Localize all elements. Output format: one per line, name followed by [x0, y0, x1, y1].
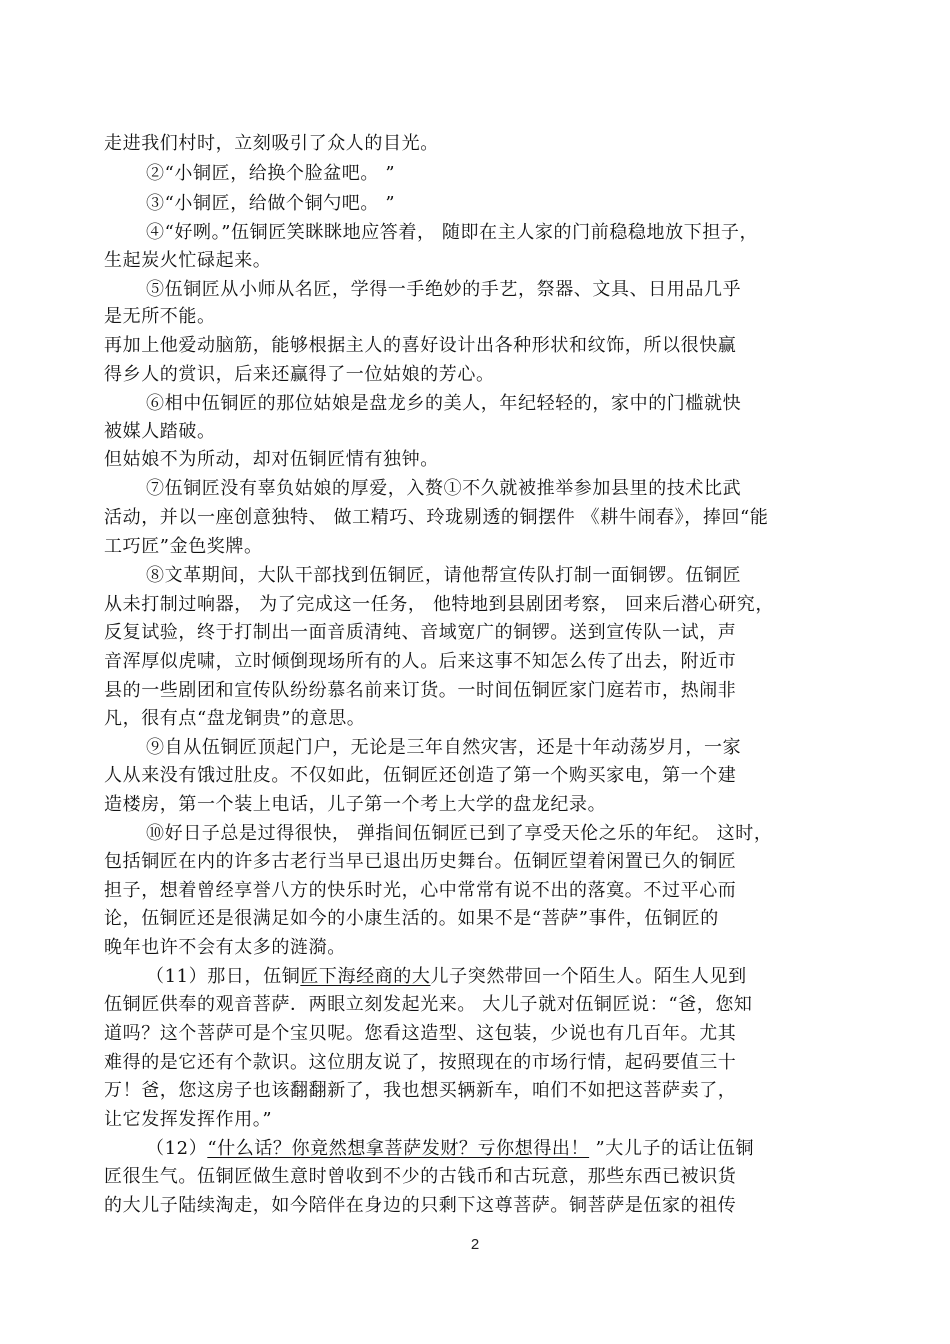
underlined-text: “什么话？你竟然想拿菩萨发财？亏你想得出！: [207, 1138, 590, 1159]
text-line: ⑤伍铜匠从小师从名匠，学得一手绝妙的手艺，祭器、文具、日用品几乎: [146, 279, 742, 300]
text-line: 被媒人踏破。: [104, 421, 216, 442]
text-line: ②“小铜匠，给换个脸盆吧。 ”: [146, 163, 396, 184]
text-line: 难得的是它还有个款识。这位朋友说了，按照现在的市场行情，起码要值三十: [104, 1052, 737, 1073]
text-line: 担子，想着曾经享誉八方的快乐时光，心中常常有说不出的落寞。不过平心而: [104, 880, 737, 901]
text-line: 工巧匠”金色奖牌。: [104, 536, 263, 557]
text-line: 走进我们村时，立刻吸引了众人的目光。: [104, 133, 439, 154]
text-line: 得乡人的赏识，后来还赢得了一位姑娘的芳心。: [104, 364, 495, 385]
text-line: 从未打制过响器， 为了完成这一任务， 他特地到县剧团考察， 回来后潜心研究，: [104, 594, 774, 615]
text-line: 让它发挥发挥作用。”: [104, 1109, 273, 1130]
underlined-text: 匠下海经商的大: [300, 966, 431, 987]
text-line: ④“好咧。”伍铜匠笑眯眯地应答着， 随即在主人家的门前稳稳地放下担子，: [146, 222, 759, 243]
paragraph-11-first-line: [146, 966, 747, 988]
text-line: ③“小铜匠，给做个铜勺吧。 ”: [146, 193, 396, 214]
text-line: 晚年也许不会有太多的涟漪。: [104, 937, 346, 958]
text-line: ⑦伍铜匠没有辜负姑娘的厚爱，入赘①不久就被推举参加县里的技术比武: [146, 478, 742, 499]
text-line: 县的一些剧团和宣传队纷纷慕名前来订货。一时间伍铜匠家门庭若市，热闹非: [104, 680, 737, 701]
text-span: 儿子突然带回一个陌生人。陌生人见到: [430, 966, 747, 987]
text-line: 凡，很有点“盘龙铜贵”的意思。: [104, 708, 366, 729]
text-line: 生起炭火忙碌起来。: [104, 250, 272, 271]
text-line: 的大儿子陆续淘走，如今陪伴在身边的只剩下这尊菩萨。铜菩萨是伍家的祖传: [104, 1195, 737, 1216]
text-line: 音浑厚似虎啸，立时倾倒现场所有的人。后来这事不知怎么传了出去，附近市: [104, 651, 737, 672]
text-line: 活动，并以一座创意独特、 做工精巧、玲珑剔透的铜摆件 《耕牛闹春》，捧回“能: [104, 507, 769, 528]
text-line: 造楼房，第一个装上电话，儿子第一个考上大学的盘龙纪录。: [104, 794, 607, 815]
text-line: 万！爸，您这房子也该翻翻新了，我也想买辆新车，咱们不如把这菩萨卖了，: [104, 1080, 737, 1101]
text-line: 包括铜匠在内的许多古老行当早已退出历史舞台。伍铜匠望着闲置已久的铜匠: [104, 851, 737, 872]
text-line: ⑩好日子总是过得很快， 弹指间伍铜匠已到了享受天伦之乐的年纪。 这时，: [146, 823, 773, 844]
page-number: 2: [470, 1236, 480, 1253]
text-line: 是无所不能。: [104, 306, 216, 327]
paragraph-12-first-line: [146, 1138, 754, 1160]
text-line: 反复试验，终于打制出一面音质清纯、音域宽广的铜锣。送到宣传队一试，声: [104, 622, 737, 643]
text-span: （11）那日，伍铜: [146, 966, 301, 987]
text-line: 道吗？这个菩萨可是个宝贝呢。您看这造型、这包装，少说也有几百年。尤其: [104, 1023, 737, 1044]
text-line: ⑨自从伍铜匠顶起门户，无论是三年自然灾害，还是十年动荡岁月，一家: [146, 737, 742, 758]
text-line: ⑧文革期间，大队干部找到伍铜匠，请他帮宣传队打制一面铜锣。伍铜匠: [146, 565, 742, 586]
text-line: 匠很生气。伍铜匠做生意时曾收到不少的古钱币和古玩意，那些东西已被识货: [104, 1166, 737, 1187]
text-line: 但姑娘不为所动，却对伍铜匠情有独钟。: [104, 449, 439, 470]
text-line: ⑥相中伍铜匠的那位姑娘是盘龙乡的美人，年纪轻轻的，家中的门槛就快: [146, 393, 742, 414]
text-span: （12）: [146, 1138, 208, 1159]
text-line: 伍铜匠供奉的观音菩萨．两眼立刻发起光来。 大儿子就对伍铜匠说：“爸，您知: [104, 994, 753, 1015]
text-line: 再加上他爱动脑筋，能够根据主人的喜好设计出各种形状和纹饰，所以很快赢: [104, 335, 737, 356]
text-span: ”大儿子的话让伍铜: [589, 1138, 755, 1159]
text-line: 论，伍铜匠还是很满足如今的小康生活的。如果不是“菩萨”事件，伍铜匠的: [104, 908, 719, 929]
text-line: 人从来没有饿过肚皮。不仅如此，伍铜匠还创造了第一个购买家电，第一个建: [104, 765, 737, 786]
